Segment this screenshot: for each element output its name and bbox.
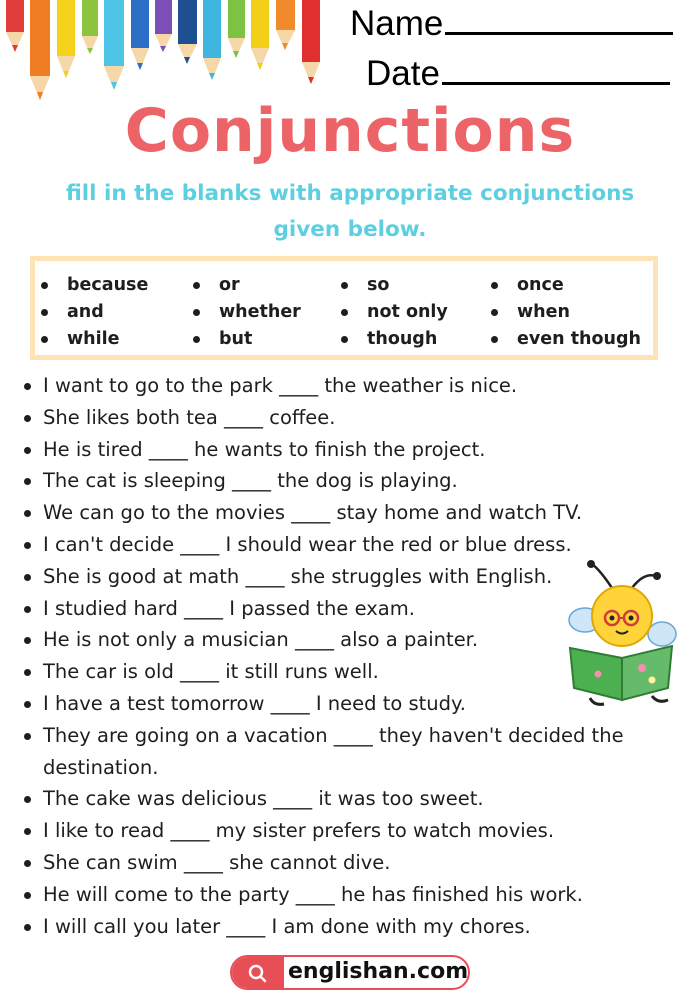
page-title: Conjunctions <box>124 96 576 166</box>
word-bank-column <box>187 272 301 353</box>
pencil <box>228 0 245 58</box>
word-bank-item: though <box>335 326 448 353</box>
exercise-sentence: We can go to the movies ____ stay home and watch TV. <box>22 497 662 529</box>
word-bank-item: even though <box>485 326 641 353</box>
exercise-sentence: I want to go to the park ____ the weather is nice. <box>22 370 662 402</box>
word-bank-column <box>335 272 448 353</box>
bee-reading-book-illustration <box>560 558 685 708</box>
pencil <box>131 0 149 70</box>
word-bank-column <box>485 272 641 353</box>
word-bank-column <box>35 272 148 353</box>
bee-head <box>592 586 652 646</box>
pencil <box>57 0 75 78</box>
word-bank-item: or <box>187 272 301 299</box>
pencil <box>104 0 124 90</box>
pencil <box>82 0 98 54</box>
bee-antennae <box>587 560 661 588</box>
exercise-sentence: I studied hard ____ I passed the exam. <box>22 593 662 625</box>
pencil <box>276 0 295 50</box>
pencil <box>203 0 221 80</box>
exercise-sentence: The cat is sleeping ____ the dog is playing. <box>22 465 662 497</box>
word-bank-item: when <box>485 299 641 326</box>
exercise-sentence: I like to read ____ my sister prefers to watch movies. <box>22 815 662 847</box>
word-bank-item: so <box>335 272 448 299</box>
exercise-sentence: She can swim ____ she cannot dive. <box>22 847 662 879</box>
word-bank-item: not only <box>335 299 448 326</box>
exercise-sentence: He will come to the party ____ he has finished his work. <box>22 879 662 911</box>
exercise-sentence: She likes both tea ____ coffee. <box>22 402 662 434</box>
exercise-sentence: I can't decide ____ I should wear the red or blue dress. <box>22 529 662 561</box>
word-bank-item: because <box>35 272 148 299</box>
exercise-sentence: He is tired ____ he wants to finish the project. <box>22 434 662 466</box>
pencil <box>302 0 320 84</box>
pencil <box>155 0 172 52</box>
search-icon-container <box>232 957 284 988</box>
word-bank-item: once <box>485 272 641 299</box>
word-bank-item: while <box>35 326 148 353</box>
word-bank-item: whether <box>187 299 301 326</box>
word-bank-box <box>30 256 658 360</box>
date-write-line[interactable] <box>442 82 670 85</box>
exercise-sentence: I will call you later ____ I am done with my chores. <box>22 911 662 943</box>
pencil <box>251 0 269 70</box>
instruction-text: fill in the blanks with appropriate conjunctions given below. <box>65 181 635 242</box>
pencil <box>30 0 50 100</box>
exercise-sentence: The cake was delicious ____ it was too sweet. <box>22 783 662 815</box>
word-bank-item: and <box>35 299 148 326</box>
book-icon <box>570 646 672 700</box>
date-field[interactable] <box>366 54 670 94</box>
colored-pencils-illustration <box>0 0 330 110</box>
exercise-sentence: I have a test tomorrow ____ I need to study. <box>22 688 662 720</box>
name-write-line[interactable] <box>445 32 673 35</box>
website-link[interactable] <box>230 955 470 990</box>
pencil <box>6 0 24 52</box>
date-label: Date <box>366 54 440 93</box>
website-url: englishan.com <box>288 959 469 984</box>
exercise-sentence: The car is old ____ it still runs well. <box>22 656 662 688</box>
bee-wing <box>648 622 676 646</box>
search-icon <box>232 957 284 990</box>
exercise-sentence: They are going on a vacation ____ they haven't decided the destination. <box>22 720 662 784</box>
name-field[interactable] <box>350 4 673 44</box>
exercise-sentence: She is good at math ____ she struggles with English. <box>22 561 662 593</box>
name-label: Name <box>350 4 444 43</box>
word-bank-item: but <box>187 326 301 353</box>
exercise-sentence: He is not only a musician ____ also a painter. <box>22 624 662 656</box>
pencil <box>178 0 197 64</box>
